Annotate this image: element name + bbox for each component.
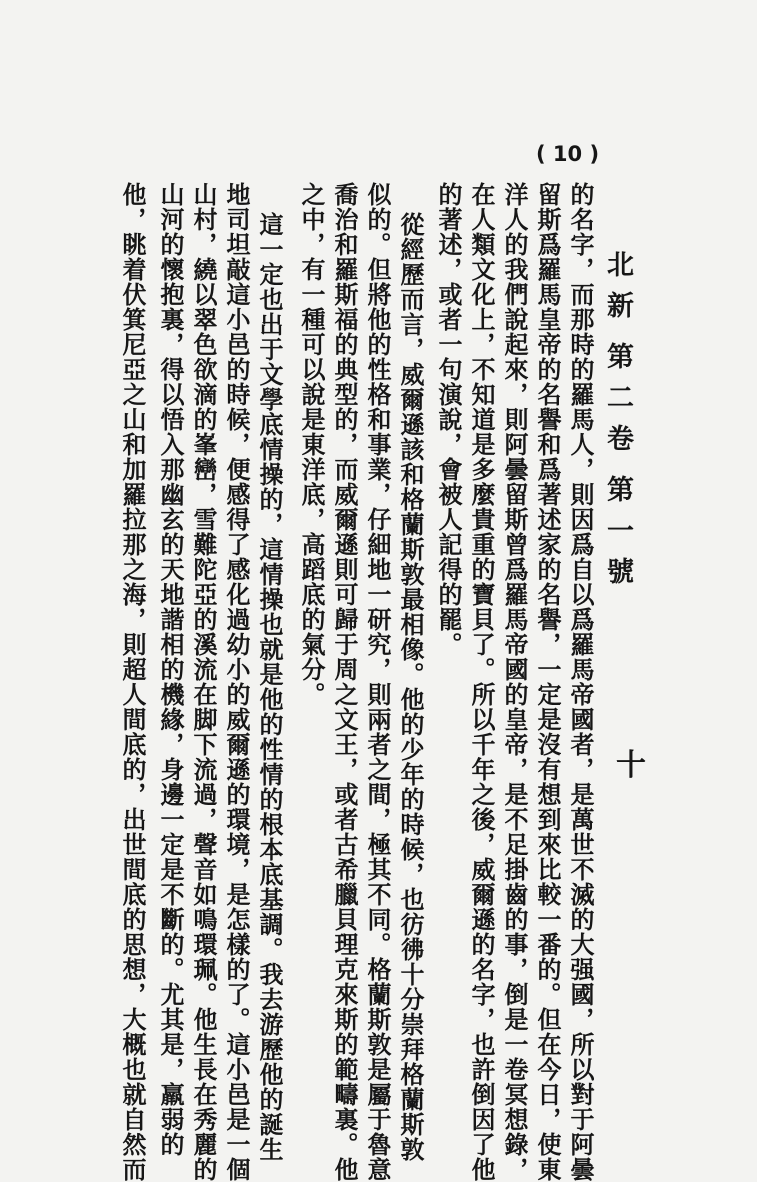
section-mark: 十 [616, 748, 646, 783]
text-column: 的名字，而那時的羅馬人，則因爲自以爲羅馬帝國者，是萬世不滅的大强國，所以對于阿曇 [566, 182, 595, 1182]
page-number: ( 10 ) [536, 142, 600, 166]
issue-label: 第一號 [602, 475, 633, 598]
text-column: 他，眺着伏箕尼亞之山和加羅拉那之海，則超人間底的，出世間底的思想，大概也就自然而 [118, 182, 147, 1182]
text-column: 之中，有一種可以說是東洋底，高蹈底的氣分。 [297, 182, 326, 707]
text-column: 洋人的我們說起來，則阿曇留斯曾爲羅馬帝國的皇帝，是不足掛齒的事，倒是一卷冥想錄， [500, 182, 529, 1182]
running-header [604, 250, 631, 598]
text-column: 的著述，或者一句演說，會被人記得的罷。 [434, 182, 463, 657]
volume-label: 第二卷 [602, 342, 633, 465]
journal-title: 北新 [602, 250, 633, 332]
text-column: 從經歷而言，威爾遜該和格蘭斯敦最相像。他的少年的時候，也彷彿十分崇拜格蘭斯敦 [396, 212, 425, 1162]
text-column: 留斯爲羅馬皇帝的名譽和爲著述家的名譽，一定是沒有想到來比較一番的。但在今日，使東 [533, 182, 562, 1182]
text-column: 這一定也出于文學底情操的，這情操也就是他的性情的根本底基調。我去游歷他的誕生 [255, 212, 284, 1162]
text-column: 山河的懷抱裏，得以悟入那幽玄的天地諧相的機緣，身邊一定是不斷的。尤其是，羸弱的 [156, 182, 185, 1157]
text-column: 地司坦敲這小邑的時候，便感得了感化過幼小的威爾遜的環境，是怎樣的了。這小邑是一個 [222, 182, 251, 1182]
text-column: 似的。但將他的性格和事業，仔細地一研究，則兩者之間，極其不同。格蘭斯敦是屬于魯意 [363, 182, 392, 1182]
text-column: 喬治和羅斯福的典型的，而威爾遜則可歸于周之文王，或者古希臘貝理克來斯的範疇裏。他 [330, 182, 359, 1182]
text-column: 在人類文化上，不知道是多麼貴重的寶貝了。所以千年之後，威爾遜的名字，也許倒因了他 [467, 182, 496, 1182]
text-column: 山村，繞以翠色欲滴的峯巒，雪難陀亞的溪流在脚下流過，聲音如鳴環珮。他生長在秀麗的 [189, 182, 218, 1182]
